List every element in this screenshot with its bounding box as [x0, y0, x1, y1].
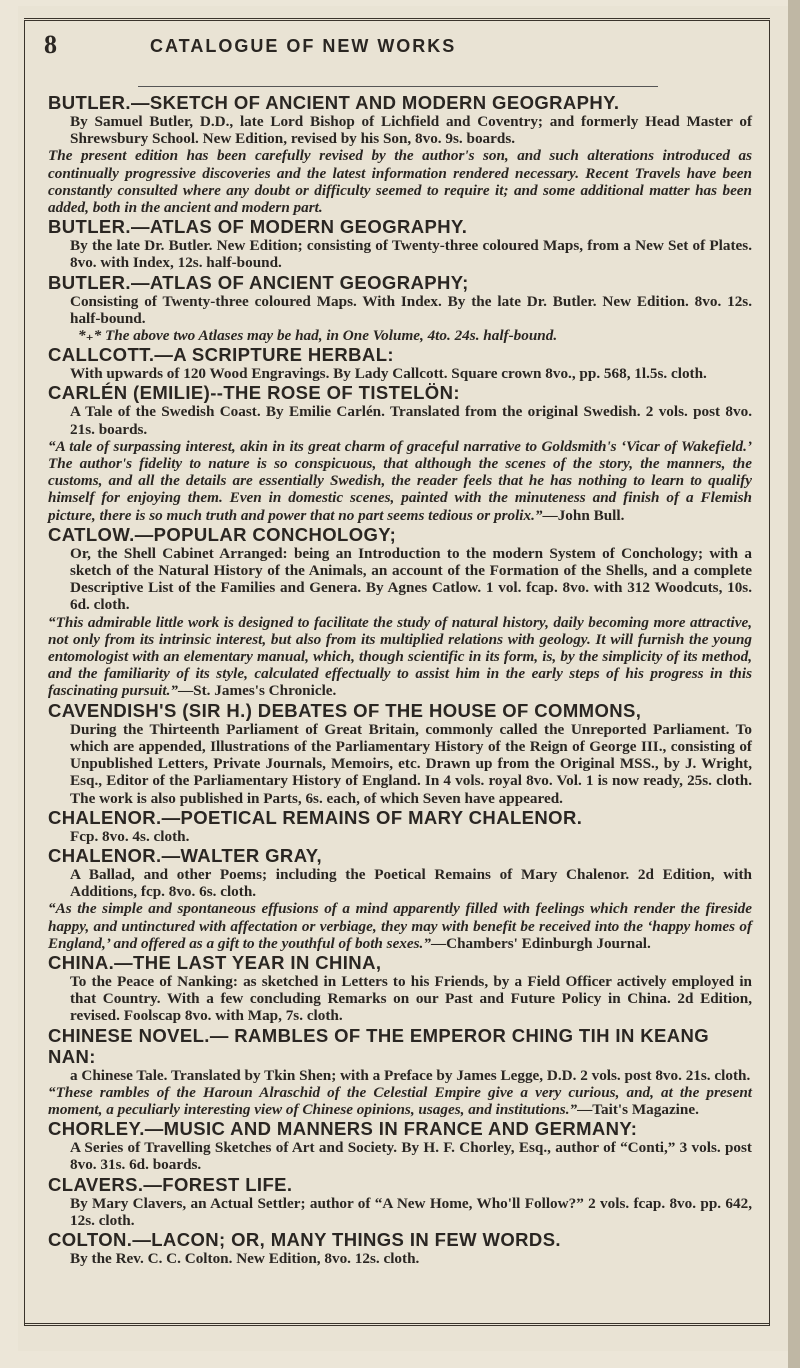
- top-border-rule: [24, 18, 770, 21]
- entry-heading: CHALENOR.—POETICAL REMAINS OF MARY CHALENOR.: [48, 806, 583, 828]
- entry-description: By Mary Clavers, an Actual Settler; author of “A New Home, Who'll Follow?” 2 vols. fcap. 8vo. pp. 642, 12s. cloth.: [70, 1194, 752, 1229]
- entry-description: By the Rev. C. C. Colton. New Edition, 8vo. 12s. cloth.: [70, 1249, 420, 1267]
- review-quote: [48, 900, 752, 952]
- catalogue-entry: [48, 344, 752, 382]
- entry-description: By the late Dr. Butler. New Edition; consisting of Twenty-three coloured Maps, from a New Set of Plates. 8vo. with Index, 12s. half-bound.: [70, 237, 752, 272]
- entry-heading: CHINA.—THE LAST YEAR IN CHINA,: [48, 951, 382, 973]
- catalogue-entry: [48, 1229, 752, 1267]
- entry-heading: BUTLER.—ATLAS OF MODERN GEOGRAPHY.: [48, 216, 468, 238]
- catalogue-entry: [48, 1025, 752, 1119]
- catalogue-entry: [48, 524, 752, 700]
- review-source: —Tait's Magazine.: [577, 1100, 699, 1118]
- entry-description: With upwards of 120 Wood Engravings. By Lady Callcott. Square crown 8vo., pp. 568, 1l.5s. cloth.: [70, 365, 707, 383]
- review-source: —St. James's Chronicle.: [177, 682, 337, 700]
- entry-heading: CATLOW.—POPULAR CONCHOLOGY;: [48, 523, 397, 545]
- catalogue-entry: [48, 845, 752, 952]
- review-quote-text: “A tale of surpassing interest, akin in its great charm of graceful narrative to Goldsmith's ‘Vicar of Wakefield.’ The author's fidelity to nature is so conspicuous, that although the scenes of the story, the manners, the customs, and all the details are essentially Swedish, the reader feels that he has nothing to learn to qualify himself for enjoying them. Even in domestic scenes, painted with the minuteness and finish of a Flemish picture, there is so much truth and power that no part seems tedious or prolix.”: [48, 437, 752, 524]
- entry-heading: CLAVERS.—FOREST LIFE.: [48, 1173, 293, 1195]
- entry-description: By Samuel Butler, D.D., late Lord Bishop of Lichfield and Coventry; and formerly Head Master of Shrewsbury School. New Edition, revised by his Son, 8vo. 9s. boards.: [70, 113, 752, 148]
- entry-heading: CHINESE NOVEL.— RAMBLES OF THE EMPEROR CHING TIH IN KEANG NAN:: [48, 1024, 710, 1067]
- entry-heading: CARLÉN (EMILIE)--THE ROSE OF TISTELÖN:: [48, 382, 460, 404]
- page-edge: [788, 0, 800, 1368]
- entry-description: Fcp. 8vo. 4s. cloth.: [70, 827, 190, 845]
- entry-heading: CHORLEY.—MUSIC AND MANNERS IN FRANCE AND GERMANY:: [48, 1118, 638, 1140]
- catalogue-entries: [48, 92, 752, 1267]
- review-source: —Chambers' Edinburgh Journal.: [430, 934, 651, 952]
- catalogue-entry: [48, 382, 752, 523]
- review-source: —John Bull.: [542, 506, 625, 524]
- review-quote-text: “As the simple and spontaneous effusions of a mind apparently filled with feelings which render the fireside happy, and untinctured with affectation or verbiage, they may with benefit be received into the ‘happy homes of England,’ and offered as a gift to the youthful of both sexes.”: [48, 900, 752, 952]
- entry-description: Or, the Shell Cabinet Arranged: being an Introduction to the modern System of Conchology; with a sketch of the Natural History of the Animals, an account of the Formation of the Shells, and a complete Descriptive List of the Families and Genera. By Agnes Catlow. 1 vol. fcap. 8vo. with 312 Woodcuts, 10s. 6d. cloth.: [70, 544, 752, 614]
- entry-description: A Series of Travelling Sketches of Art and Society. By H. F. Chorley, Esq., author of “Conti,” 3 vols. post 8vo. 31s. 6d. boards.: [70, 1139, 752, 1174]
- review-quote: [48, 614, 752, 700]
- entry-description: To the Peace of Nanking: as sketched in Letters to his Friends, by a Field Officer actively employed in that Country. With a few concluding Remarks on our Past and Future Policy in China. 2d Edition, revised. Foolscap 8vo. with Map, 7s. cloth.: [70, 972, 752, 1025]
- right-border-rule: [769, 20, 770, 1325]
- catalogue-entry: [48, 807, 752, 845]
- review-quote-text: “These rambles of the Haroun Alraschid of the Celestial Empire give a very curious, and, at the present moment, a peculiarly interesting view of Chinese opinions, usages, and institutions.”: [48, 1083, 752, 1118]
- entry-heading: BUTLER.—ATLAS OF ANCIENT GEOGRAPHY;: [48, 271, 469, 293]
- entry-heading: COLTON.—LACON; OR, MANY THINGS IN FEW WORDS.: [48, 1228, 561, 1250]
- entry-description: A Tale of the Swedish Coast. By Emilie Carlén. Translated from the original Swedish. 2 vols. post 8vo. 21s. boards.: [70, 403, 752, 438]
- entry-heading: BUTLER.—SKETCH OF ANCIENT AND MODERN GEOGRAPHY.: [48, 92, 620, 113]
- catalogue-entry: [48, 1118, 752, 1173]
- entry-description: During the Thirteenth Parliament of Great Britain, commonly called the Unreported Parliament. To which are appended, Illustrations of the Parliamentary History of the Reign of George III., consisting of Unpublished Letters, Private Journals, Memoirs, etc. Drawn up from the Original MSS., by J. Wright, Esq., Editor of the Parliamentary History of England. In 4 vols. royal 8vo. Vol. 1 is now ready, 25s. cloth. The work is also published in Parts, 6s. each, of which Seven have appeared.: [70, 720, 752, 807]
- catalogue-entry: [48, 272, 752, 345]
- review-quote-text: The present edition has been carefully revised by the author's son, and such alterations introduced as continually progressive discoveries and the latest information rendered necessary. Recent Travels have been constantly consulted where any doubt or difficulty seemed to require it; and some additional matter has been added, both in the ancient and modern part.: [48, 147, 752, 217]
- review-quote: [48, 147, 752, 216]
- entry-description: a Chinese Tale. Translated by Tkin Shen; with a Preface by James Legge, D.D. 2 vols. post 8vo. 21s. cloth.: [70, 1066, 751, 1084]
- left-border-rule: [24, 20, 25, 1325]
- entry-heading: CHALENOR.—WALTER GRAY,: [48, 844, 322, 866]
- entry-description: Consisting of Twenty-three coloured Maps. With Index. By the late Dr. Butler. New Edition. 8vo. 12s. half-bound.: [70, 292, 752, 327]
- entry-heading: CAVENDISH'S (SIR H.) DEBATES OF THE HOUSE OF COMMONS,: [48, 699, 642, 721]
- catalogue-entry: [48, 952, 752, 1025]
- catalogue-entry: [48, 1174, 752, 1229]
- entry-note: *₊* The above two Atlases may be had, in One Volume, 4to. 24s. half-bound.: [78, 327, 558, 345]
- bottom-border-rule: [24, 1323, 770, 1326]
- catalogue-entry: [48, 216, 752, 271]
- review-quote-text: “This admirable little work is designed to facilitate the study of natural history, daily becoming more attractive, not only from its intrinsic interest, but also from its multiplied relations with geology. It will furnish the young entomologist with an elementary manual, which, though scientific in its form, is, by the simplicity of its method, and the familiarity of its style, calculated effectually to assist him in the early steps of his progress in this fascinating pursuit.”: [48, 613, 752, 700]
- catalogue-entry: [48, 92, 752, 216]
- entry-heading: CALLCOTT.—A SCRIPTURE HERBAL:: [48, 344, 394, 366]
- review-quote: [48, 438, 752, 524]
- entry-description: A Ballad, and other Poems; including the Poetical Remains of Mary Chalenor. 2d Edition, with Additions, fcp. 8vo. 6s. cloth.: [70, 865, 752, 901]
- header-underline: [138, 86, 658, 87]
- running-head: CATALOGUE OF NEW WORKS: [150, 36, 457, 56]
- catalogue-entry: [48, 700, 752, 807]
- page-number: 8: [44, 30, 57, 59]
- review-quote: [48, 1084, 752, 1118]
